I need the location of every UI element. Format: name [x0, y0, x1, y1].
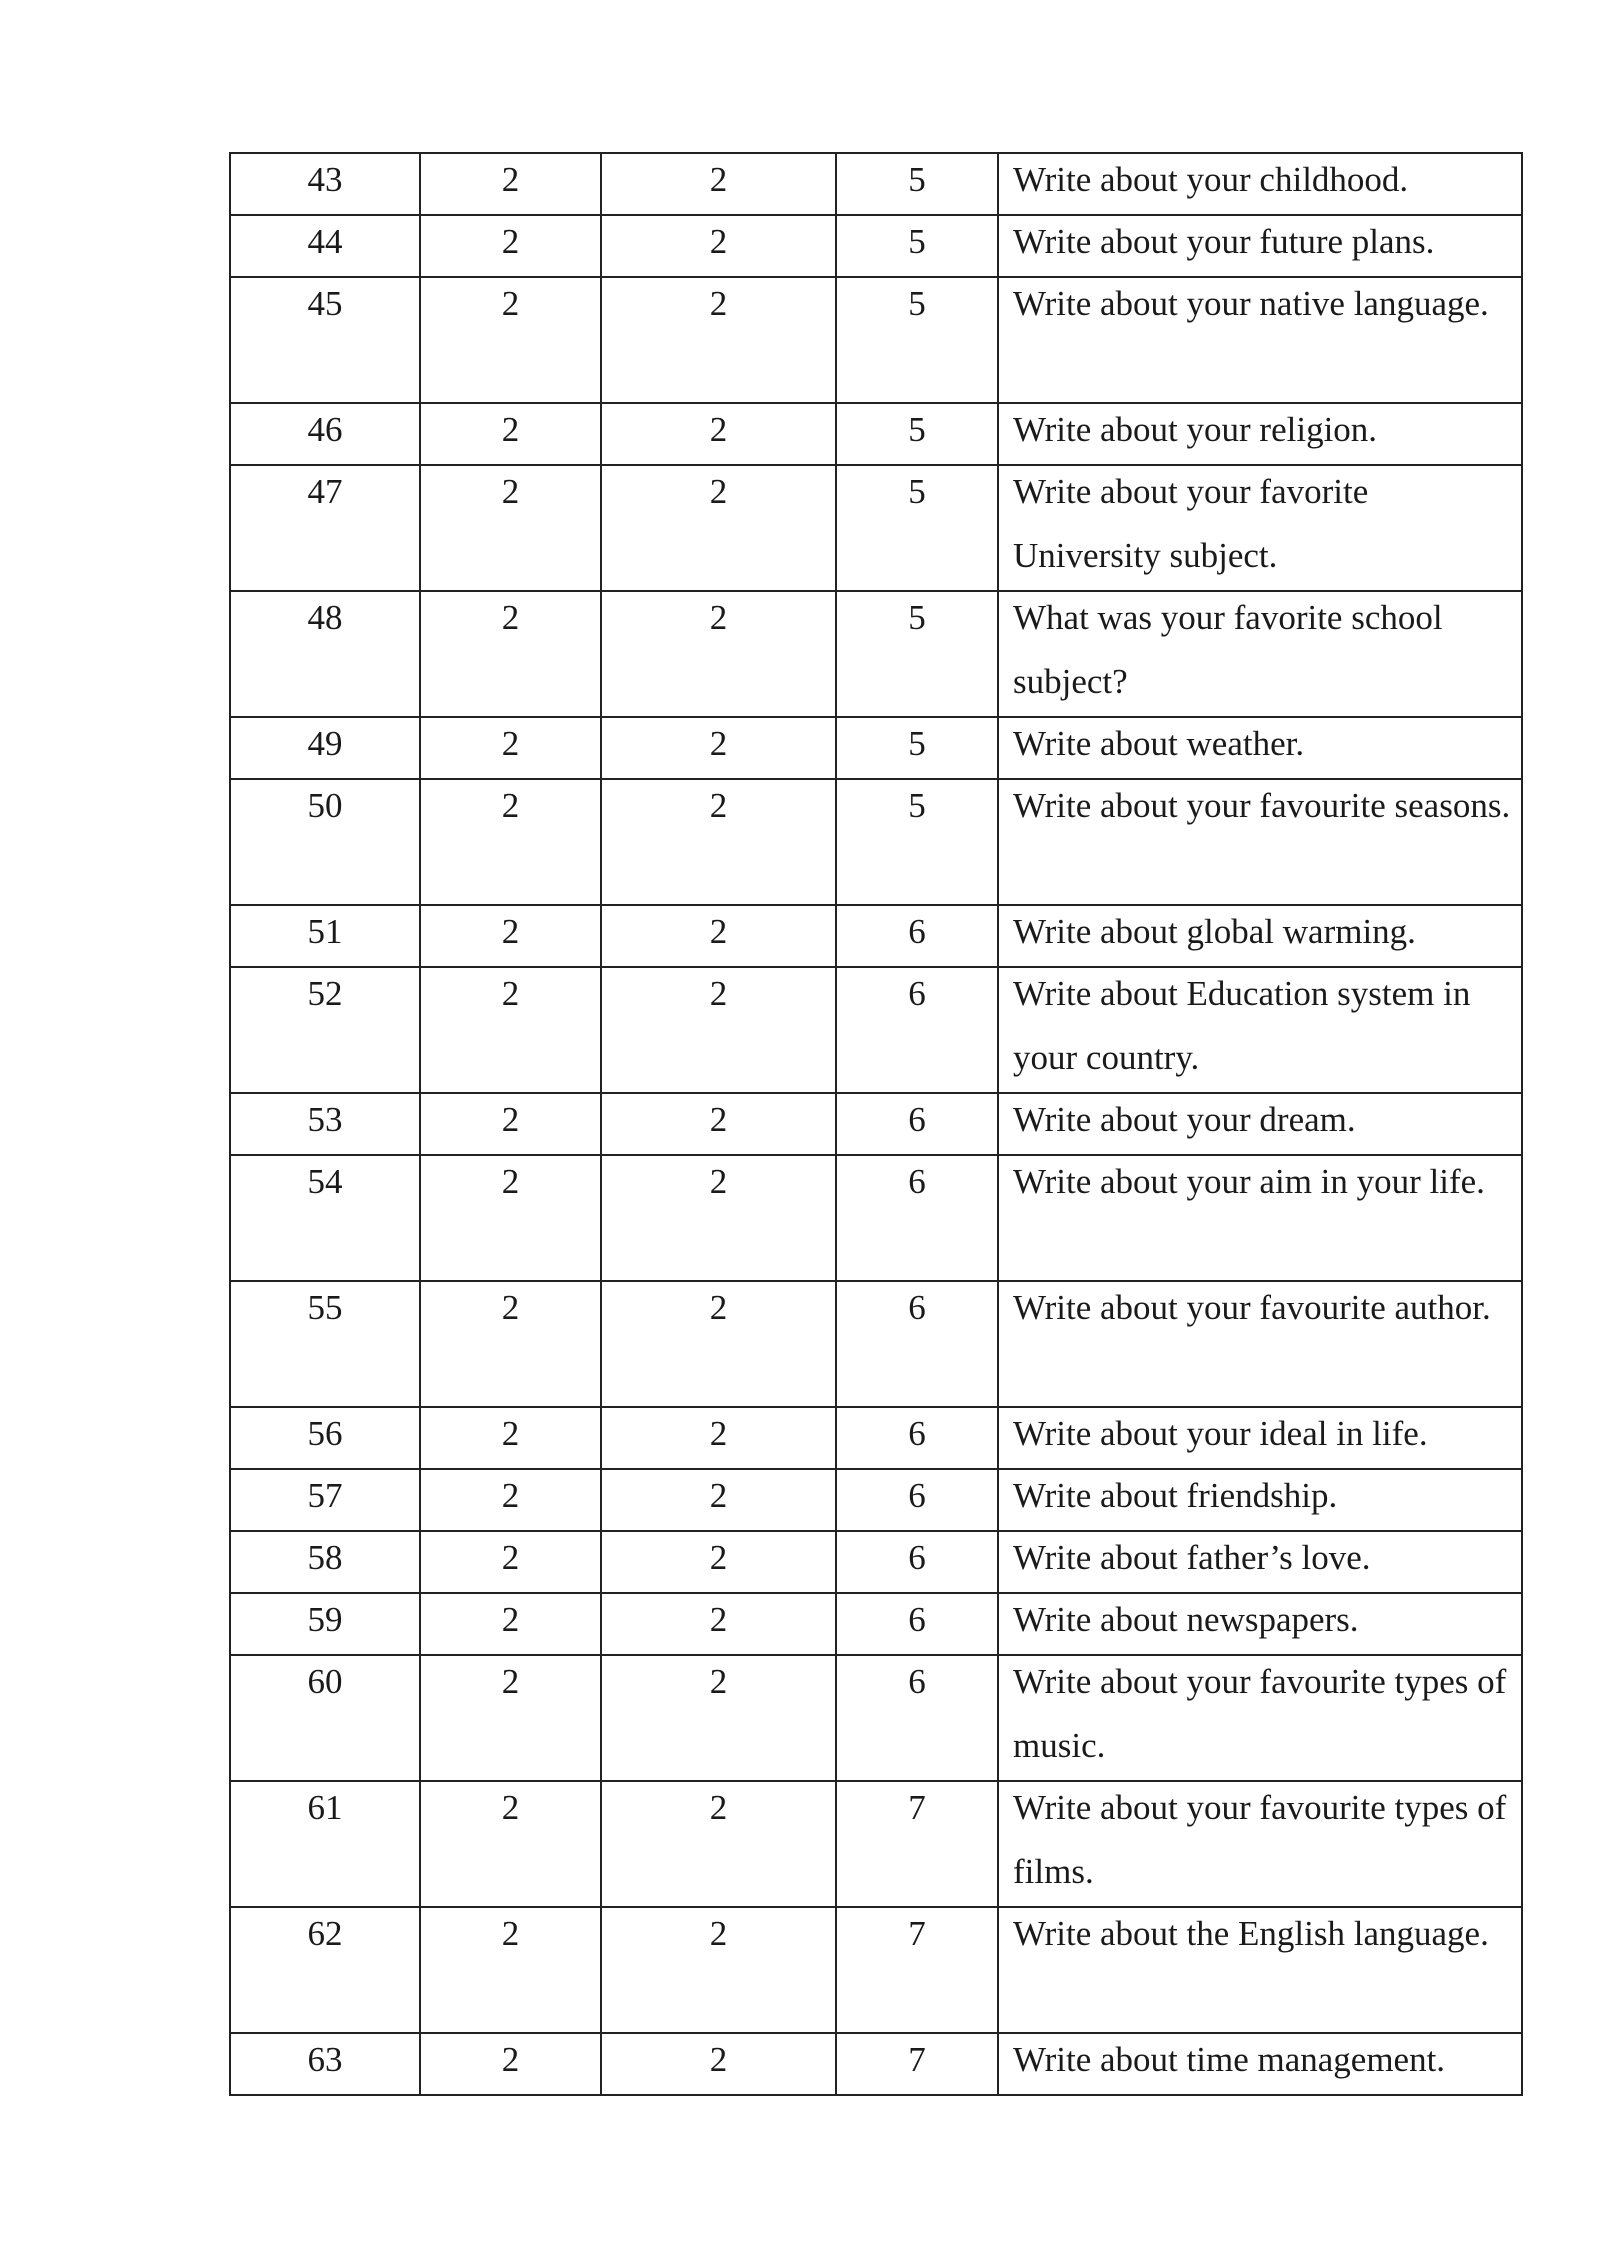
value-cell-3 — [836, 1407, 998, 1469]
value-cell-3 — [836, 277, 998, 403]
value-cell-1-text: 2 — [501, 1914, 520, 1953]
value-cell-2-text: 2 — [709, 1414, 728, 1453]
value-cell-3 — [836, 967, 998, 1093]
table-row — [230, 1093, 1522, 1155]
value-cell-2 — [601, 1093, 836, 1155]
table-row — [230, 403, 1522, 465]
value-cell-2-text: 2 — [709, 1476, 728, 1515]
row-number-cell — [230, 779, 420, 905]
topic-cell-text: Write about your favourite seasons. — [1013, 786, 1511, 825]
value-cell-2-text: 2 — [709, 284, 728, 323]
topic-cell — [998, 403, 1522, 465]
value-cell-1-text: 2 — [501, 1788, 520, 1827]
value-cell-1-text: 2 — [501, 2040, 520, 2079]
value-cell-1 — [420, 1469, 601, 1531]
row-number-cell-text: 46 — [307, 410, 343, 449]
value-cell-1-text: 2 — [501, 284, 520, 323]
value-cell-3-text: 6 — [908, 974, 926, 1013]
value-cell-3 — [836, 591, 998, 717]
topic-cell — [998, 215, 1522, 277]
topic-cell — [998, 1093, 1522, 1155]
topic-cell — [998, 277, 1522, 403]
value-cell-2-text: 2 — [709, 1288, 728, 1327]
topic-cell-text: Write about the English language. — [1013, 1914, 1489, 1953]
value-cell-2 — [601, 277, 836, 403]
row-number-cell — [230, 1781, 420, 1907]
value-cell-1-text: 2 — [501, 1662, 520, 1701]
row-number-cell-text: 43 — [307, 160, 343, 199]
row-number-cell-text: 47 — [307, 472, 343, 511]
value-cell-2-text: 2 — [709, 410, 728, 449]
value-cell-2-text: 2 — [709, 1788, 728, 1827]
value-cell-2 — [601, 1281, 836, 1407]
topic-cell — [998, 1407, 1522, 1469]
row-number-cell-text: 52 — [307, 974, 343, 1013]
value-cell-3-text: 5 — [908, 284, 926, 323]
row-number-cell — [230, 153, 420, 215]
row-number-cell — [230, 1281, 420, 1407]
row-number-cell-text: 45 — [307, 284, 343, 323]
topic-cell — [998, 153, 1522, 215]
value-cell-1-text: 2 — [501, 786, 520, 825]
row-number-cell-text: 58 — [307, 1538, 343, 1577]
value-cell-3-text: 6 — [908, 1600, 926, 1639]
table-row — [230, 717, 1522, 779]
value-cell-3 — [836, 1155, 998, 1281]
value-cell-1 — [420, 1407, 601, 1469]
value-cell-2-text: 2 — [709, 912, 728, 951]
row-number-cell — [230, 277, 420, 403]
row-number-cell-text: 63 — [307, 2040, 343, 2079]
value-cell-1 — [420, 905, 601, 967]
value-cell-1-text: 2 — [501, 598, 520, 637]
topic-cell-text: Write about your favourite types of music. — [1013, 1662, 1507, 1765]
value-cell-3 — [836, 403, 998, 465]
value-cell-3-text: 6 — [908, 912, 926, 951]
topic-cell-text: Write about your childhood. — [1013, 160, 1409, 199]
value-cell-2 — [601, 779, 836, 905]
value-cell-1-text: 2 — [501, 1476, 520, 1515]
value-cell-2-text: 2 — [709, 1538, 728, 1577]
value-cell-2 — [601, 1907, 836, 2033]
row-number-cell — [230, 1093, 420, 1155]
topic-cell — [998, 1531, 1522, 1593]
table-row — [230, 1907, 1522, 2033]
value-cell-3 — [836, 1281, 998, 1407]
value-cell-2 — [601, 591, 836, 717]
value-cell-3 — [836, 2033, 998, 2095]
row-number-cell — [230, 1593, 420, 1655]
topic-cell — [998, 1781, 1522, 1907]
row-number-cell-text: 57 — [307, 1476, 343, 1515]
table-row — [230, 967, 1522, 1093]
topic-cell-text: Write about your religion. — [1013, 410, 1378, 449]
value-cell-2-text: 2 — [709, 1914, 728, 1953]
topic-cell-text: Write about your native language. — [1013, 284, 1489, 323]
topic-cell — [998, 2033, 1522, 2095]
row-number-cell-text: 61 — [307, 1788, 343, 1827]
topics-table — [229, 152, 1523, 2096]
value-cell-3-text: 7 — [908, 2040, 926, 2079]
value-cell-1 — [420, 1155, 601, 1281]
value-cell-1 — [420, 153, 601, 215]
row-number-cell-text: 55 — [307, 1288, 343, 1327]
value-cell-3 — [836, 717, 998, 779]
topic-cell-text: Write about newspapers. — [1013, 1600, 1359, 1639]
table-row — [230, 215, 1522, 277]
value-cell-3-text: 5 — [908, 410, 926, 449]
table-row — [230, 779, 1522, 905]
value-cell-2 — [601, 967, 836, 1093]
row-number-cell-text: 51 — [307, 912, 343, 951]
row-number-cell-text: 54 — [307, 1162, 343, 1201]
value-cell-3 — [836, 905, 998, 967]
table-row — [230, 1655, 1522, 1781]
value-cell-3 — [836, 1469, 998, 1531]
topic-cell — [998, 1281, 1522, 1407]
topic-cell — [998, 1155, 1522, 1281]
value-cell-1-text: 2 — [501, 222, 520, 261]
topic-cell-text: Write about your favorite University subject. — [1013, 472, 1369, 575]
topic-cell-text: What was your favorite school subject? — [1013, 598, 1443, 701]
value-cell-2 — [601, 1655, 836, 1781]
row-number-cell-text: 50 — [307, 786, 343, 825]
row-number-cell-text: 44 — [307, 222, 343, 261]
value-cell-1-text: 2 — [501, 1288, 520, 1327]
value-cell-2 — [601, 465, 836, 591]
topic-cell-text: Write about your ideal in life. — [1013, 1414, 1428, 1453]
value-cell-2-text: 2 — [709, 1100, 728, 1139]
table-row — [230, 905, 1522, 967]
value-cell-3-text: 5 — [908, 598, 926, 637]
topic-cell — [998, 717, 1522, 779]
table-row — [230, 591, 1522, 717]
table-row — [230, 1593, 1522, 1655]
value-cell-1 — [420, 717, 601, 779]
row-number-cell — [230, 215, 420, 277]
value-cell-3-text: 5 — [908, 786, 926, 825]
row-number-cell — [230, 905, 420, 967]
topic-cell-text: Write about father’s love. — [1013, 1538, 1371, 1577]
value-cell-1 — [420, 591, 601, 717]
value-cell-2 — [601, 215, 836, 277]
value-cell-3 — [836, 1531, 998, 1593]
row-number-cell — [230, 1155, 420, 1281]
value-cell-2 — [601, 1469, 836, 1531]
value-cell-1-text: 2 — [501, 1538, 520, 1577]
value-cell-2-text: 2 — [709, 222, 728, 261]
topic-cell-text: Write about your aim in your life. — [1013, 1162, 1485, 1201]
row-number-cell — [230, 1907, 420, 2033]
value-cell-2-text: 2 — [709, 1600, 728, 1639]
topic-cell-text: Write about time management. — [1013, 2040, 1446, 2079]
value-cell-1 — [420, 277, 601, 403]
value-cell-3-text: 6 — [908, 1538, 926, 1577]
row-number-cell-text: 62 — [307, 1914, 343, 1953]
value-cell-2 — [601, 1531, 836, 1593]
row-number-cell-text: 56 — [307, 1414, 343, 1453]
value-cell-2 — [601, 2033, 836, 2095]
topic-cell — [998, 967, 1522, 1093]
topic-cell — [998, 591, 1522, 717]
value-cell-3 — [836, 1093, 998, 1155]
value-cell-2-text: 2 — [709, 786, 728, 825]
value-cell-1 — [420, 1093, 601, 1155]
table-body — [230, 153, 1522, 2095]
topic-cell — [998, 1907, 1522, 2033]
value-cell-2 — [601, 1781, 836, 1907]
value-cell-1-text: 2 — [501, 1414, 520, 1453]
value-cell-3 — [836, 1907, 998, 2033]
value-cell-1-text: 2 — [501, 472, 520, 511]
value-cell-1 — [420, 1281, 601, 1407]
topic-cell — [998, 1593, 1522, 1655]
value-cell-2-text: 2 — [709, 974, 728, 1013]
table-row — [230, 1407, 1522, 1469]
topic-cell-text: Write about your future plans. — [1013, 222, 1435, 261]
value-cell-1-text: 2 — [501, 1162, 520, 1201]
topic-cell-text: Write about your favourite types of films. — [1013, 1788, 1507, 1891]
topic-cell-text: Write about weather. — [1013, 724, 1305, 763]
topic-cell — [998, 1469, 1522, 1531]
value-cell-1-text: 2 — [501, 912, 520, 951]
row-number-cell — [230, 591, 420, 717]
row-number-cell-text: 60 — [307, 1662, 343, 1701]
row-number-cell — [230, 1655, 420, 1781]
value-cell-2 — [601, 1155, 836, 1281]
table-row — [230, 153, 1522, 215]
value-cell-1 — [420, 779, 601, 905]
value-cell-2 — [601, 905, 836, 967]
value-cell-3-text: 6 — [908, 1162, 926, 1201]
topic-cell — [998, 905, 1522, 967]
value-cell-3 — [836, 779, 998, 905]
topic-cell — [998, 465, 1522, 591]
topic-cell — [998, 1655, 1522, 1781]
value-cell-3 — [836, 1781, 998, 1907]
row-number-cell — [230, 717, 420, 779]
topic-cell-text: Write about global warming. — [1013, 912, 1416, 951]
value-cell-3 — [836, 215, 998, 277]
value-cell-1 — [420, 967, 601, 1093]
value-cell-2 — [601, 1593, 836, 1655]
value-cell-3 — [836, 1655, 998, 1781]
table-row — [230, 1469, 1522, 1531]
value-cell-3-text: 6 — [908, 1288, 926, 1327]
value-cell-1-text: 2 — [501, 724, 520, 763]
value-cell-3 — [836, 153, 998, 215]
value-cell-3-text: 6 — [908, 1414, 926, 1453]
row-number-cell-text: 48 — [307, 598, 343, 637]
table-row — [230, 1531, 1522, 1593]
value-cell-3 — [836, 465, 998, 591]
value-cell-2 — [601, 153, 836, 215]
row-number-cell — [230, 1469, 420, 1531]
table-row — [230, 1781, 1522, 1907]
value-cell-3-text: 5 — [908, 724, 926, 763]
value-cell-3-text: 7 — [908, 1914, 926, 1953]
value-cell-1-text: 2 — [501, 1600, 520, 1639]
value-cell-2 — [601, 717, 836, 779]
value-cell-1-text: 2 — [501, 160, 520, 199]
value-cell-2-text: 2 — [709, 160, 728, 199]
value-cell-3 — [836, 1593, 998, 1655]
value-cell-2 — [601, 1407, 836, 1469]
value-cell-1-text: 2 — [501, 410, 520, 449]
table-row — [230, 2033, 1522, 2095]
value-cell-1 — [420, 1781, 601, 1907]
value-cell-2-text: 2 — [709, 2040, 728, 2079]
value-cell-1 — [420, 1655, 601, 1781]
value-cell-3-text: 7 — [908, 1788, 926, 1827]
value-cell-2-text: 2 — [709, 724, 728, 763]
value-cell-1 — [420, 465, 601, 591]
table-row — [230, 465, 1522, 591]
value-cell-3-text: 6 — [908, 1476, 926, 1515]
table-row — [230, 1281, 1522, 1407]
topic-cell-text: Write about Education system in your country. — [1013, 974, 1471, 1077]
row-number-cell-text: 49 — [307, 724, 343, 763]
row-number-cell — [230, 403, 420, 465]
topic-cell-text: Write about friendship. — [1013, 1476, 1338, 1515]
value-cell-1-text: 2 — [501, 1100, 520, 1139]
value-cell-1 — [420, 2033, 601, 2095]
topic-cell — [998, 779, 1522, 905]
value-cell-1 — [420, 1531, 601, 1593]
value-cell-2-text: 2 — [709, 1662, 728, 1701]
value-cell-2-text: 2 — [709, 598, 728, 637]
table-row — [230, 277, 1522, 403]
value-cell-1 — [420, 1907, 601, 2033]
row-number-cell — [230, 967, 420, 1093]
row-number-cell-text: 53 — [307, 1100, 343, 1139]
row-number-cell — [230, 1407, 420, 1469]
topic-cell-text: Write about your favourite author. — [1013, 1288, 1491, 1327]
value-cell-3-text: 5 — [908, 472, 926, 511]
table-row — [230, 1155, 1522, 1281]
row-number-cell — [230, 2033, 420, 2095]
row-number-cell — [230, 465, 420, 591]
value-cell-3-text: 6 — [908, 1100, 926, 1139]
value-cell-1 — [420, 403, 601, 465]
row-number-cell-text: 59 — [307, 1600, 343, 1639]
row-number-cell — [230, 1531, 420, 1593]
value-cell-1 — [420, 1593, 601, 1655]
value-cell-2-text: 2 — [709, 472, 728, 511]
topic-cell-text: Write about your dream. — [1013, 1100, 1356, 1139]
value-cell-1-text: 2 — [501, 974, 520, 1013]
value-cell-2-text: 2 — [709, 1162, 728, 1201]
value-cell-1 — [420, 215, 601, 277]
value-cell-3-text: 5 — [908, 160, 926, 199]
value-cell-3-text: 6 — [908, 1662, 926, 1701]
value-cell-3-text: 5 — [908, 222, 926, 261]
value-cell-2 — [601, 403, 836, 465]
